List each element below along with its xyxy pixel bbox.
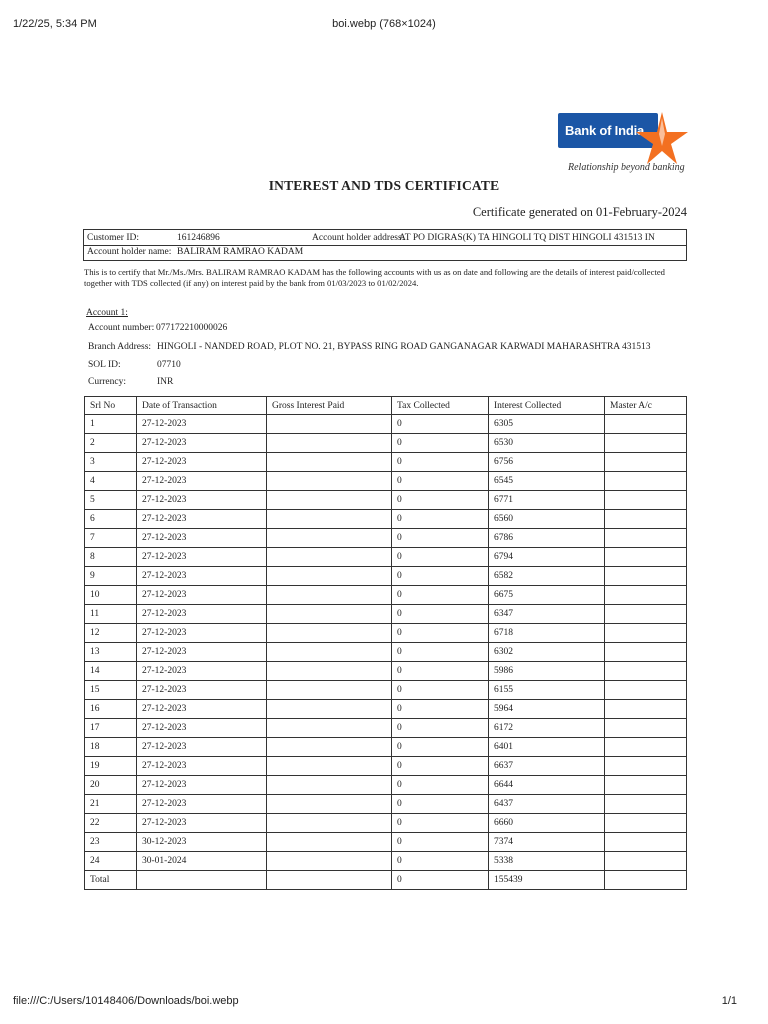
interest-collected-cell: 6718 — [489, 624, 605, 643]
tax-collected-cell: 0 — [392, 795, 489, 814]
print-datetime: 1/22/25, 5:34 PM — [13, 18, 97, 30]
table-row — [85, 567, 687, 586]
interest-collected-cell: 6560 — [489, 510, 605, 529]
interest-collected-cell: 6530 — [489, 434, 605, 453]
gross-interest-cell — [267, 700, 392, 719]
gross-interest-cell — [267, 852, 392, 871]
date-cell: 27-12-2023 — [137, 700, 267, 719]
gross-interest-cell — [267, 434, 392, 453]
table-row — [85, 643, 687, 662]
tax-collected-cell: 0 — [392, 434, 489, 453]
interest-collected-cell: 6401 — [489, 738, 605, 757]
date-cell: 27-12-2023 — [137, 434, 267, 453]
total-tax-collected: 0 — [392, 871, 489, 890]
srl-no-cell: 13 — [85, 643, 137, 662]
master-ac-cell — [605, 548, 687, 567]
interest-collected-cell: 6644 — [489, 776, 605, 795]
certification-statement: This is to certify that Mr./Ms./Mrs. BALIRAM RAMRAO KADAM has the following accounts with us as on date and following are the details of interest paid/collected together with TDS collected (if any) on interest paid by the bank from 01/03/2023 to 01/02/2024. — [84, 267, 665, 288]
interest-table — [84, 396, 687, 890]
tax-collected-cell: 0 — [392, 719, 489, 738]
tax-collected-cell: 0 — [392, 643, 489, 662]
date-cell: 27-12-2023 — [137, 529, 267, 548]
col-header-interest-collected: Interest Collected — [489, 397, 605, 415]
srl-no-cell: 15 — [85, 681, 137, 700]
table-row — [85, 757, 687, 776]
gross-interest-cell — [267, 719, 392, 738]
print-file-path: file:///C:/Users/10148406/Downloads/boi.webp — [13, 995, 239, 1007]
gross-interest-cell — [267, 643, 392, 662]
date-cell: 27-12-2023 — [137, 548, 267, 567]
currency-label: Currency: — [88, 377, 126, 387]
tax-collected-cell: 0 — [392, 415, 489, 434]
srl-no-cell: 20 — [85, 776, 137, 795]
date-cell: 27-12-2023 — [137, 586, 267, 605]
gross-interest-cell — [267, 491, 392, 510]
gross-interest-cell — [267, 757, 392, 776]
table-row — [85, 795, 687, 814]
gross-interest-cell — [267, 548, 392, 567]
table-row — [85, 833, 687, 852]
table-row — [85, 738, 687, 757]
date-cell: 27-12-2023 — [137, 491, 267, 510]
date-cell: 27-12-2023 — [137, 719, 267, 738]
srl-no-cell: 17 — [85, 719, 137, 738]
account-number-value: 077172210000026 — [156, 323, 228, 333]
interest-collected-cell: 6305 — [489, 415, 605, 434]
col-header-tax-collected: Tax Collected — [392, 397, 489, 415]
name-label: Account holder name: — [87, 247, 172, 257]
certificate-title: INTEREST AND TDS CERTIFICATE — [268, 178, 500, 193]
gross-interest-cell — [267, 662, 392, 681]
table-row — [85, 586, 687, 605]
date-cell: 27-12-2023 — [137, 776, 267, 795]
table-row — [85, 453, 687, 472]
master-ac-cell — [605, 681, 687, 700]
print-page-count: 1/1 — [721, 995, 737, 1007]
table-header-row — [85, 397, 687, 415]
gross-interest-cell — [267, 529, 392, 548]
gross-interest-cell — [267, 776, 392, 795]
bank-logo-text: Bank of India — [558, 113, 658, 148]
col-header-srl-no: Srl No — [85, 397, 137, 415]
master-ac-cell — [605, 833, 687, 852]
gross-interest-cell — [267, 567, 392, 586]
srl-no-cell: 6 — [85, 510, 137, 529]
table-row — [85, 605, 687, 624]
gross-interest-cell — [267, 415, 392, 434]
master-ac-cell — [605, 852, 687, 871]
table-row — [85, 491, 687, 510]
srl-no-cell: 14 — [85, 662, 137, 681]
srl-no-cell: 23 — [85, 833, 137, 852]
interest-collected-cell: 6786 — [489, 529, 605, 548]
gross-interest-cell — [267, 681, 392, 700]
date-cell: 27-12-2023 — [137, 814, 267, 833]
interest-collected-cell: 6675 — [489, 586, 605, 605]
interest-collected-cell: 6756 — [489, 453, 605, 472]
currency-value: INR — [157, 377, 174, 387]
interest-collected-cell: 6794 — [489, 548, 605, 567]
srl-no-cell: 10 — [85, 586, 137, 605]
customer-id-label: Customer ID: — [87, 233, 139, 243]
tax-collected-cell: 0 — [392, 700, 489, 719]
date-cell: 27-12-2023 — [137, 472, 267, 491]
gross-interest-cell — [267, 453, 392, 472]
srl-no-cell: 22 — [85, 814, 137, 833]
table-row — [85, 624, 687, 643]
interest-collected-cell: 6172 — [489, 719, 605, 738]
tax-collected-cell: 0 — [392, 624, 489, 643]
total-label: Total — [85, 871, 137, 890]
srl-no-cell: 8 — [85, 548, 137, 567]
master-ac-cell — [605, 776, 687, 795]
tax-collected-cell: 0 — [392, 776, 489, 795]
master-ac-cell — [605, 415, 687, 434]
table-row — [85, 548, 687, 567]
table-row — [85, 681, 687, 700]
srl-no-cell: 9 — [85, 567, 137, 586]
gross-interest-cell — [267, 624, 392, 643]
table-row — [85, 719, 687, 738]
master-ac-cell — [605, 719, 687, 738]
table-row — [85, 510, 687, 529]
tax-collected-cell: 0 — [392, 548, 489, 567]
srl-no-cell: 12 — [85, 624, 137, 643]
date-cell: 27-12-2023 — [137, 567, 267, 586]
date-cell: 27-12-2023 — [137, 643, 267, 662]
srl-no-cell: 18 — [85, 738, 137, 757]
master-ac-cell — [605, 434, 687, 453]
table-row — [85, 814, 687, 833]
tax-collected-cell: 0 — [392, 738, 489, 757]
tax-collected-cell: 0 — [392, 529, 489, 548]
tax-collected-cell: 0 — [392, 586, 489, 605]
master-ac-cell — [605, 624, 687, 643]
tax-collected-cell: 0 — [392, 491, 489, 510]
date-cell: 27-12-2023 — [137, 795, 267, 814]
interest-collected-cell: 6302 — [489, 643, 605, 662]
master-ac-cell — [605, 491, 687, 510]
interest-collected-cell: 5338 — [489, 852, 605, 871]
srl-no-cell: 4 — [85, 472, 137, 491]
sol-id-value: 07710 — [157, 360, 181, 370]
table-row — [85, 434, 687, 453]
address-label: Account holder address: — [312, 233, 405, 243]
interest-collected-cell: 6582 — [489, 567, 605, 586]
table-row — [85, 529, 687, 548]
interest-collected-cell: 5986 — [489, 662, 605, 681]
date-cell: 27-12-2023 — [137, 605, 267, 624]
tax-collected-cell: 0 — [392, 605, 489, 624]
tax-collected-cell: 0 — [392, 567, 489, 586]
master-ac-cell — [605, 662, 687, 681]
total-interest-collected: 155439 — [489, 871, 605, 890]
bank-logo — [558, 110, 688, 178]
table-row — [85, 852, 687, 871]
col-header-gross-interest: Gross Interest Paid — [267, 397, 392, 415]
date-cell: 27-12-2023 — [137, 415, 267, 434]
divider — [84, 245, 686, 246]
master-ac-cell — [605, 643, 687, 662]
master-ac-cell — [605, 605, 687, 624]
master-ac-cell — [605, 757, 687, 776]
srl-no-cell: 11 — [85, 605, 137, 624]
master-ac-cell — [605, 795, 687, 814]
gross-interest-cell — [267, 795, 392, 814]
account-number-label: Account number: — [88, 323, 155, 333]
master-ac-cell — [605, 700, 687, 719]
interest-collected-cell: 7374 — [489, 833, 605, 852]
date-cell: 27-12-2023 — [137, 757, 267, 776]
gross-interest-cell — [267, 738, 392, 757]
address-value: AT PO DIGRAS(K) TA HINGOLI TQ DIST HINGOLI 431513 IN — [399, 233, 655, 243]
generated-date: Certificate generated on 01-February-2024 — [472, 205, 687, 219]
srl-no-cell: 7 — [85, 529, 137, 548]
srl-no-cell: 2 — [85, 434, 137, 453]
gross-interest-cell — [267, 472, 392, 491]
gross-interest-cell — [267, 586, 392, 605]
master-ac-cell — [605, 472, 687, 491]
date-cell: 30-12-2023 — [137, 833, 267, 852]
table-body — [85, 415, 687, 871]
interest-collected-cell: 6347 — [489, 605, 605, 624]
interest-collected-cell: 6660 — [489, 814, 605, 833]
date-cell: 27-12-2023 — [137, 624, 267, 643]
interest-collected-cell: 6437 — [489, 795, 605, 814]
total-gross-interest — [267, 871, 392, 890]
table-row — [85, 700, 687, 719]
total-date — [137, 871, 267, 890]
tax-collected-cell: 0 — [392, 757, 489, 776]
srl-no-cell: 21 — [85, 795, 137, 814]
srl-no-cell: 5 — [85, 491, 137, 510]
date-cell: 30-01-2024 — [137, 852, 267, 871]
customer-info-box — [83, 229, 687, 261]
date-cell: 27-12-2023 — [137, 453, 267, 472]
star-icon — [634, 110, 690, 166]
col-header-date: Date of Transaction — [137, 397, 267, 415]
srl-no-cell: 24 — [85, 852, 137, 871]
table-row — [85, 662, 687, 681]
master-ac-cell — [605, 586, 687, 605]
interest-collected-cell: 5964 — [489, 700, 605, 719]
tax-collected-cell: 0 — [392, 852, 489, 871]
table-row — [85, 415, 687, 434]
tax-collected-cell: 0 — [392, 453, 489, 472]
srl-no-cell: 3 — [85, 453, 137, 472]
sol-id-label: SOL ID: — [88, 360, 121, 370]
srl-no-cell: 16 — [85, 700, 137, 719]
col-header-master-ac: Master A/c — [605, 397, 687, 415]
date-cell: 27-12-2023 — [137, 510, 267, 529]
interest-collected-cell: 6545 — [489, 472, 605, 491]
account-heading: Account 1: — [86, 308, 128, 318]
tax-collected-cell: 0 — [392, 472, 489, 491]
srl-no-cell: 19 — [85, 757, 137, 776]
table-total-row — [85, 871, 687, 890]
master-ac-cell — [605, 567, 687, 586]
gross-interest-cell — [267, 510, 392, 529]
gross-interest-cell — [267, 833, 392, 852]
customer-id-value: 161246896 — [177, 233, 220, 243]
interest-collected-cell: 6771 — [489, 491, 605, 510]
interest-collected-cell: 6637 — [489, 757, 605, 776]
name-value: BALIRAM RAMRAO KADAM — [177, 247, 304, 257]
gross-interest-cell — [267, 814, 392, 833]
date-cell: 27-12-2023 — [137, 662, 267, 681]
print-title: boi.webp (768×1024) — [332, 18, 436, 30]
interest-collected-cell: 6155 — [489, 681, 605, 700]
master-ac-cell — [605, 510, 687, 529]
total-master-ac — [605, 871, 687, 890]
master-ac-cell — [605, 738, 687, 757]
bank-tagline: Relationship beyond banking — [568, 162, 685, 173]
master-ac-cell — [605, 453, 687, 472]
table-row — [85, 472, 687, 491]
tax-collected-cell: 0 — [392, 681, 489, 700]
tax-collected-cell: 0 — [392, 833, 489, 852]
master-ac-cell — [605, 529, 687, 548]
branch-label: Branch Address: — [88, 342, 152, 352]
date-cell: 27-12-2023 — [137, 681, 267, 700]
tax-collected-cell: 0 — [392, 510, 489, 529]
branch-value: HINGOLI - NANDED ROAD, PLOT NO. 21, BYPASS RING ROAD GANGANAGAR KARWADI MAHARASHTRA 431513 — [157, 342, 651, 352]
srl-no-cell: 1 — [85, 415, 137, 434]
master-ac-cell — [605, 814, 687, 833]
tax-collected-cell: 0 — [392, 814, 489, 833]
date-cell: 27-12-2023 — [137, 738, 267, 757]
table-row — [85, 776, 687, 795]
gross-interest-cell — [267, 605, 392, 624]
tax-collected-cell: 0 — [392, 662, 489, 681]
